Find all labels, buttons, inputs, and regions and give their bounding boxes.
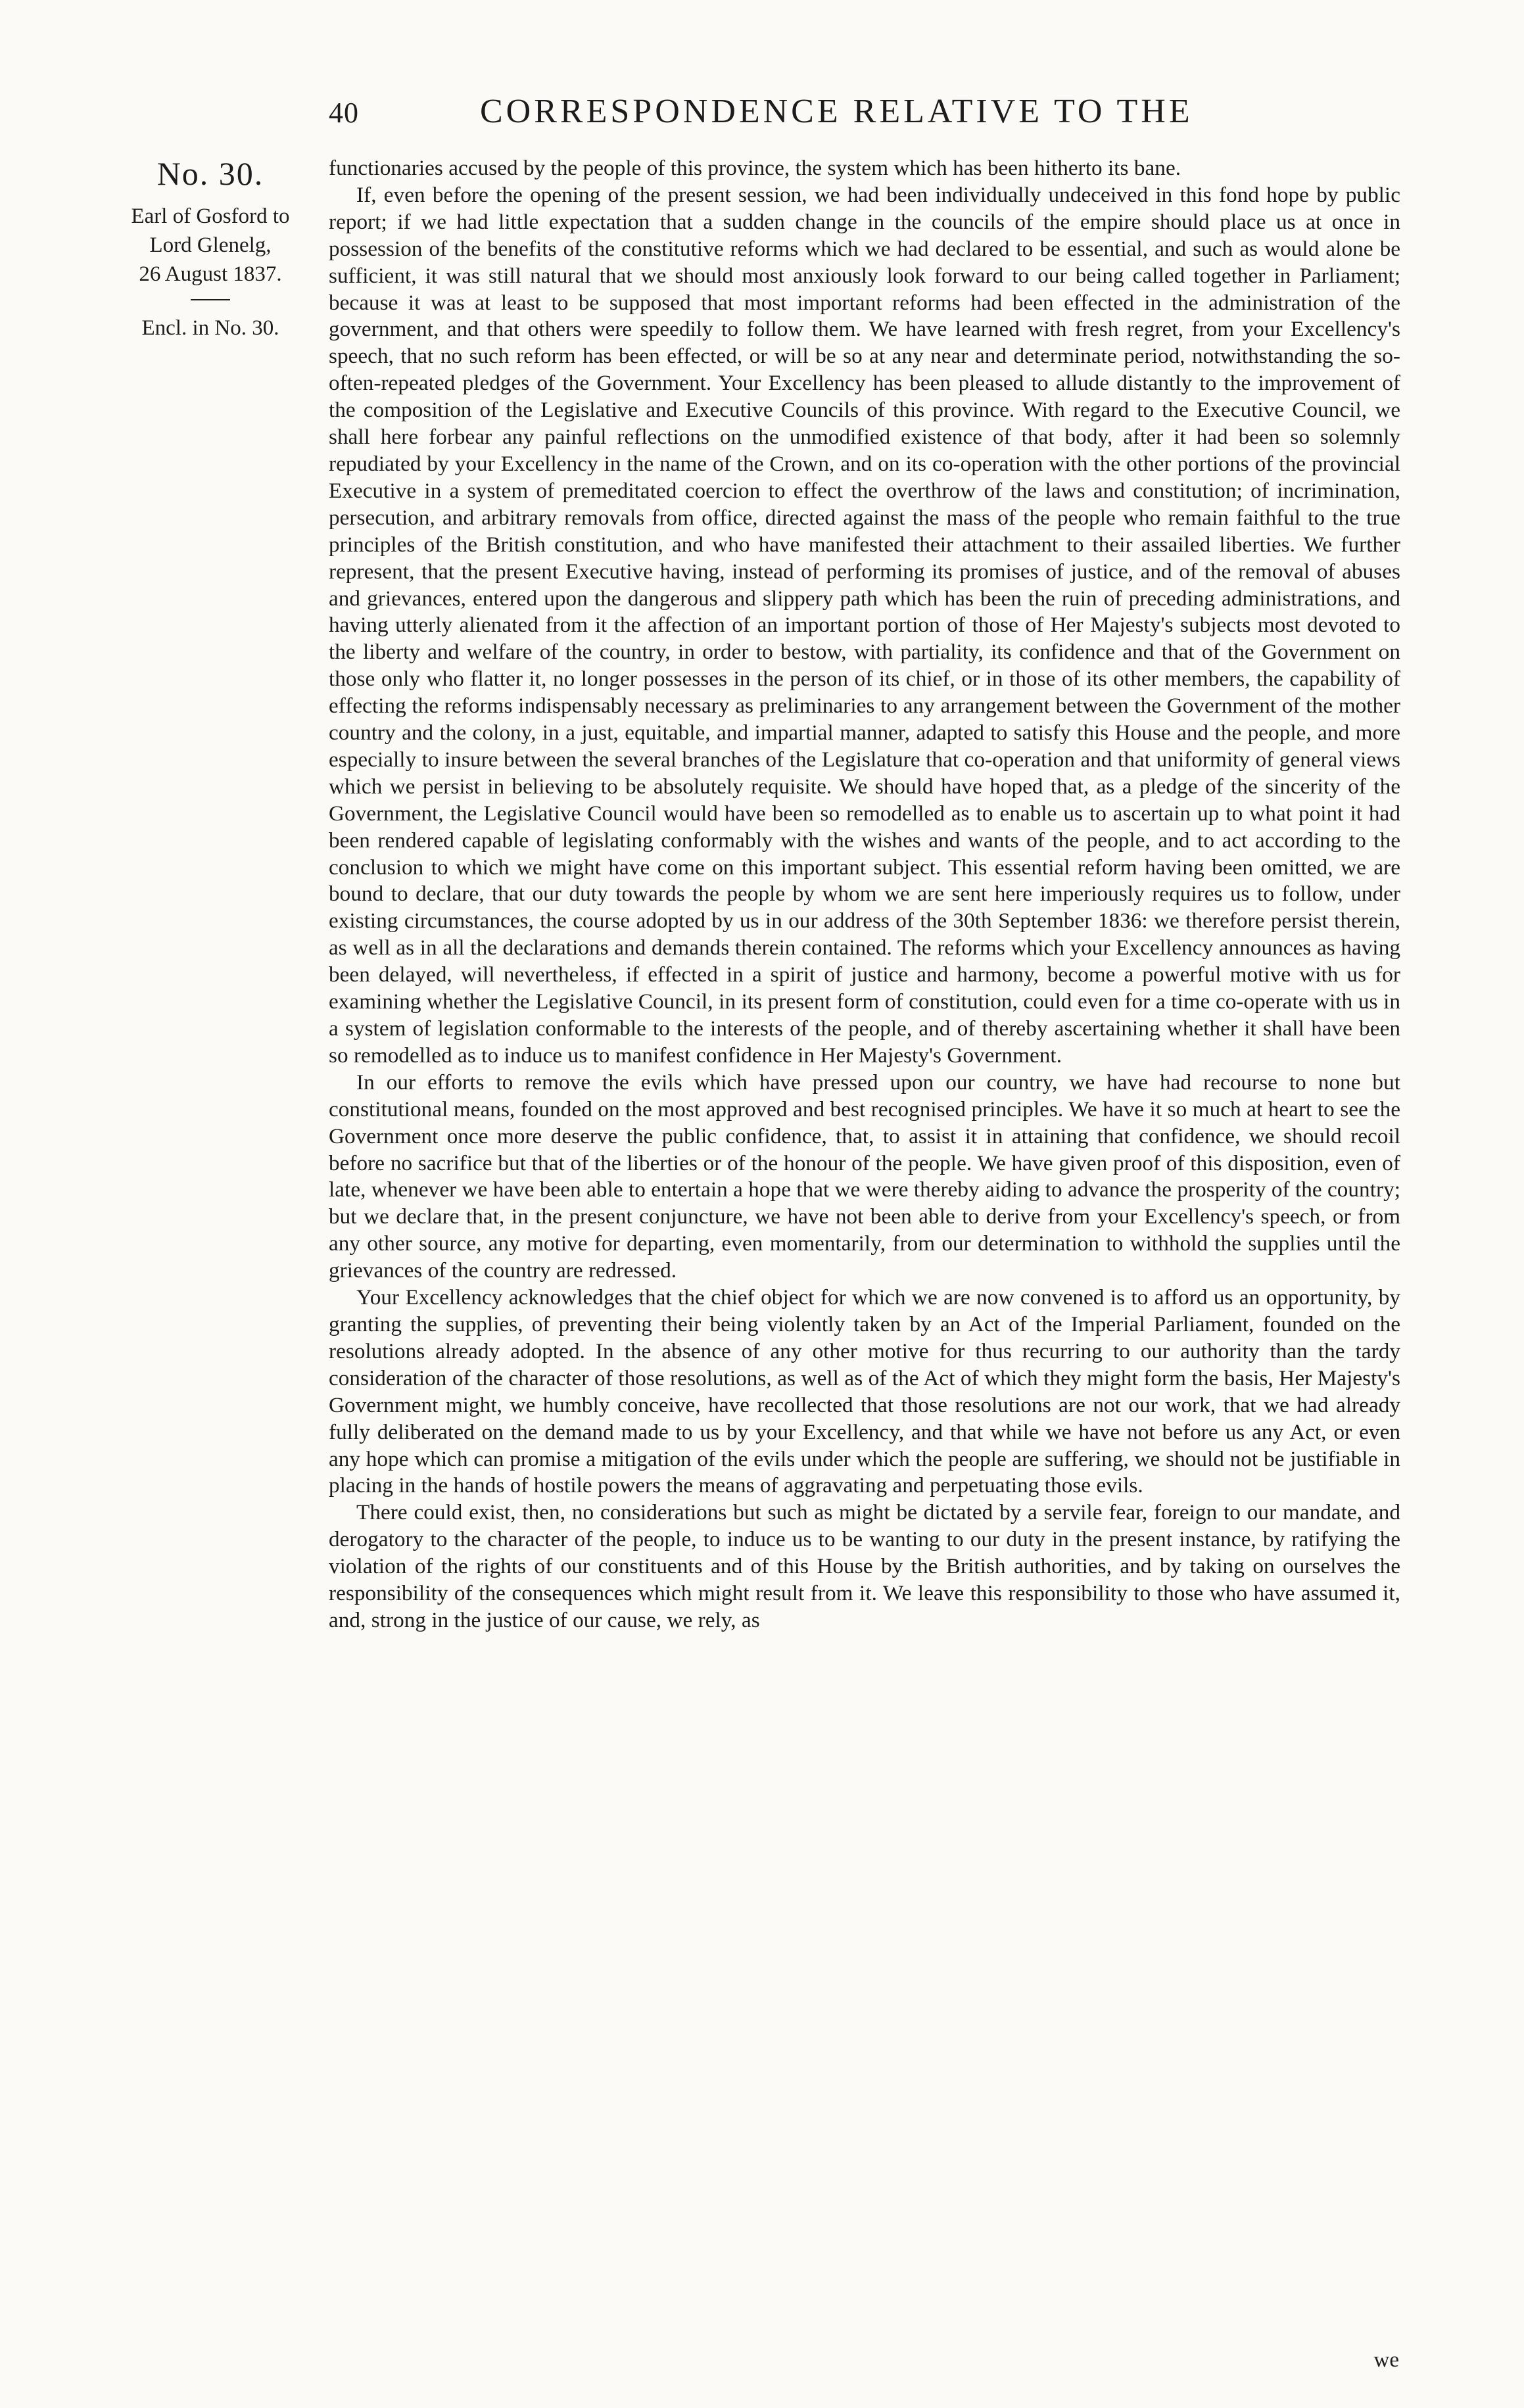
body-text xyxy=(329,155,1400,1634)
page-header xyxy=(309,92,1216,138)
page-number: 40 xyxy=(329,97,359,129)
paragraph-4: Your Excellency acknowledges that the chief object for which we are now convened is to afford us an opportunity, by granting the supplies, of preventing their being violently taken by an Act of the Imperial Parliament, founded on the resolutions already adopted. In the absence of any other motive for thus recurring to our authority than the tardy consideration of the character of those resolutions, as well as of the Act of which they might form the basis, Her Majesty's Government might, we humbly conceive, have recollected that those resolutions are not our work, that we had already fully deliberated on the demand made to us by your Excellency, and that while we have not before us any Act, or even any hope which can promise a mitigation of the evils under which the people are suffering, we should not be justifiable in placing in the hands of hostile powers the means of aggravating and perpetuating those evils. xyxy=(329,1285,1400,1498)
paragraph-3: In our efforts to remove the evils which have pressed upon our country, we have had recourse to none but constitutional means, founded on the most approved and best recognised principles. We have it so much at heart to see the Government once more deserve the public confidence, that, to assist it in attaining that confidence, we should recoil before no sacrifice but that of the liberties or of the honour of the people. We have given proof of this disposition, even of late, whenever we have been able to entertain a hope that we were thereby aiding to advance the prosperity of the country; but we declare that, in the present conjuncture, we have not been able to derive from your Excellency's speech, or from any other source, any motive for departing, even momentarily, from our determination to withhold the supplies until the grievances of the country are redressed. xyxy=(329,1070,1400,1283)
margin-line-recipient: Lord Glenelg, xyxy=(149,233,272,257)
running-head: CORRESPONDENCE RELATIVE TO THE xyxy=(480,93,1193,130)
enclosure-note: Encl. in No. 30. xyxy=(141,316,279,340)
margin-rule xyxy=(191,299,230,300)
margin-line-sender: Earl of Gosford to xyxy=(131,204,290,228)
document-number: No. 30. xyxy=(156,155,264,192)
paragraph-1: functionaries accused by the people of this province, the system which has been hitherto its bane. xyxy=(329,156,1181,180)
margin-note xyxy=(112,154,309,342)
catchword: we xyxy=(1373,2348,1399,2372)
paragraph-5: There could exist, then, no considerations but such as might be dictated by a servile fear, foreign to our mandate, and derogatory to the character of the people, to induce us to be wanting to our duty in the present instance, by ratifying the violation of the rights of our constituents and of this House by the British authorities, and by taking on ourselves the responsibility of the consequences which might result from it. We leave this responsibility to those who have assumed it, and, strong in the justice of our cause, we rely, as xyxy=(329,1500,1400,1632)
margin-line-date: 26 August 1837. xyxy=(139,262,282,286)
paragraph-2: If, even before the opening of the present session, we had been individually undeceived in this fond hope by public report; if we had little expectation that a sudden change in the councils of the empire should place us at once in possession of the benefits of the constitutive reforms which we had declared to be essential, and such as would alone be sufficient, it was still natural that we should most anxiously look forward to our being called together in Parliament; because it was at least to be supposed that most important reforms had been effected in the administration of the government, and that others were speedily to follow them. We have learned with fresh regret, from your Excellency's speech, that no such reform has been effected, or will be so at any near and determinate period, notwithstanding the so-often-repeated pledges of the Government. Your Excellency has been pleased to allude distantly to the improvement of the composition of the Legislative and Executive Councils of this province. With regard to the Executive Council, we shall here forbear any painful reflections on the unmodified existence of that body, after it had been so solemnly repudiated by your Excellency in the name of the Crown, and on its co-operation with the other portions of the provincial Executive in a system of premeditated coercion to effect the overthrow of the laws and constitution; of incrimination, persecution, and arbitrary removals from office, directed against the mass of the people who remain faithful to the true principles of the British constitution, and who have manifested their attachment to their assailed liberties. We further represent, that the present Executive having, instead of performing its promises of justice, and of the removal of abuses and grievances, entered upon the dangerous and slippery path which has been the ruin of preceding administrations, and having utterly alienated from it the affection of an important portion of those of Her Majesty's subjects most devoted to the liberty and welfare of the country, in order to bestow, with partiality, its confidence and that of the Government on those only who flatter it, no longer possesses in the person of its chief, or in those of its other members, the capability of effecting the reforms indispensably necessary as preliminaries to any arrangement between the Government of the mother country and the colony, in a just, equitable, and impartial manner, adapted to satisfy this House and the people, and more especially to insure between the several branches of the Legislature that co-operation and that uniformity of general views which we persist in believing to be absolutely requisite. We should have hoped that, as a pledge of the sincerity of the Government, the Legislative Council would have been so remodelled as to enable us to ascertain up to what point it had been rendered capable of legislating conformably with the wishes and wants of the people, and to act according to the conclusion to which we might have come on this important subject. This essential reform having been omitted, we are bound to declare, that our duty towards the people by whom we are sent here imperiously requires us to follow, under existing circumstances, the course adopted by us in our address of the 30th September 1836: we therefore persist therein, as well as in all the declarations and demands therein contained. The reforms which your Excellency announces as having been delayed, will nevertheless, if effected in a spirit of justice and harmony, become a powerful motive with us for examining whether the Legislative Council, in its present form of constitution, could even for a time co-operate with us in a system of legislation conformable to the interests of the people, and of thereby ascertaining whether it shall have been so remodelled as to induce us to manifest confidence in Her Majesty's Government. xyxy=(329,182,1400,1068)
